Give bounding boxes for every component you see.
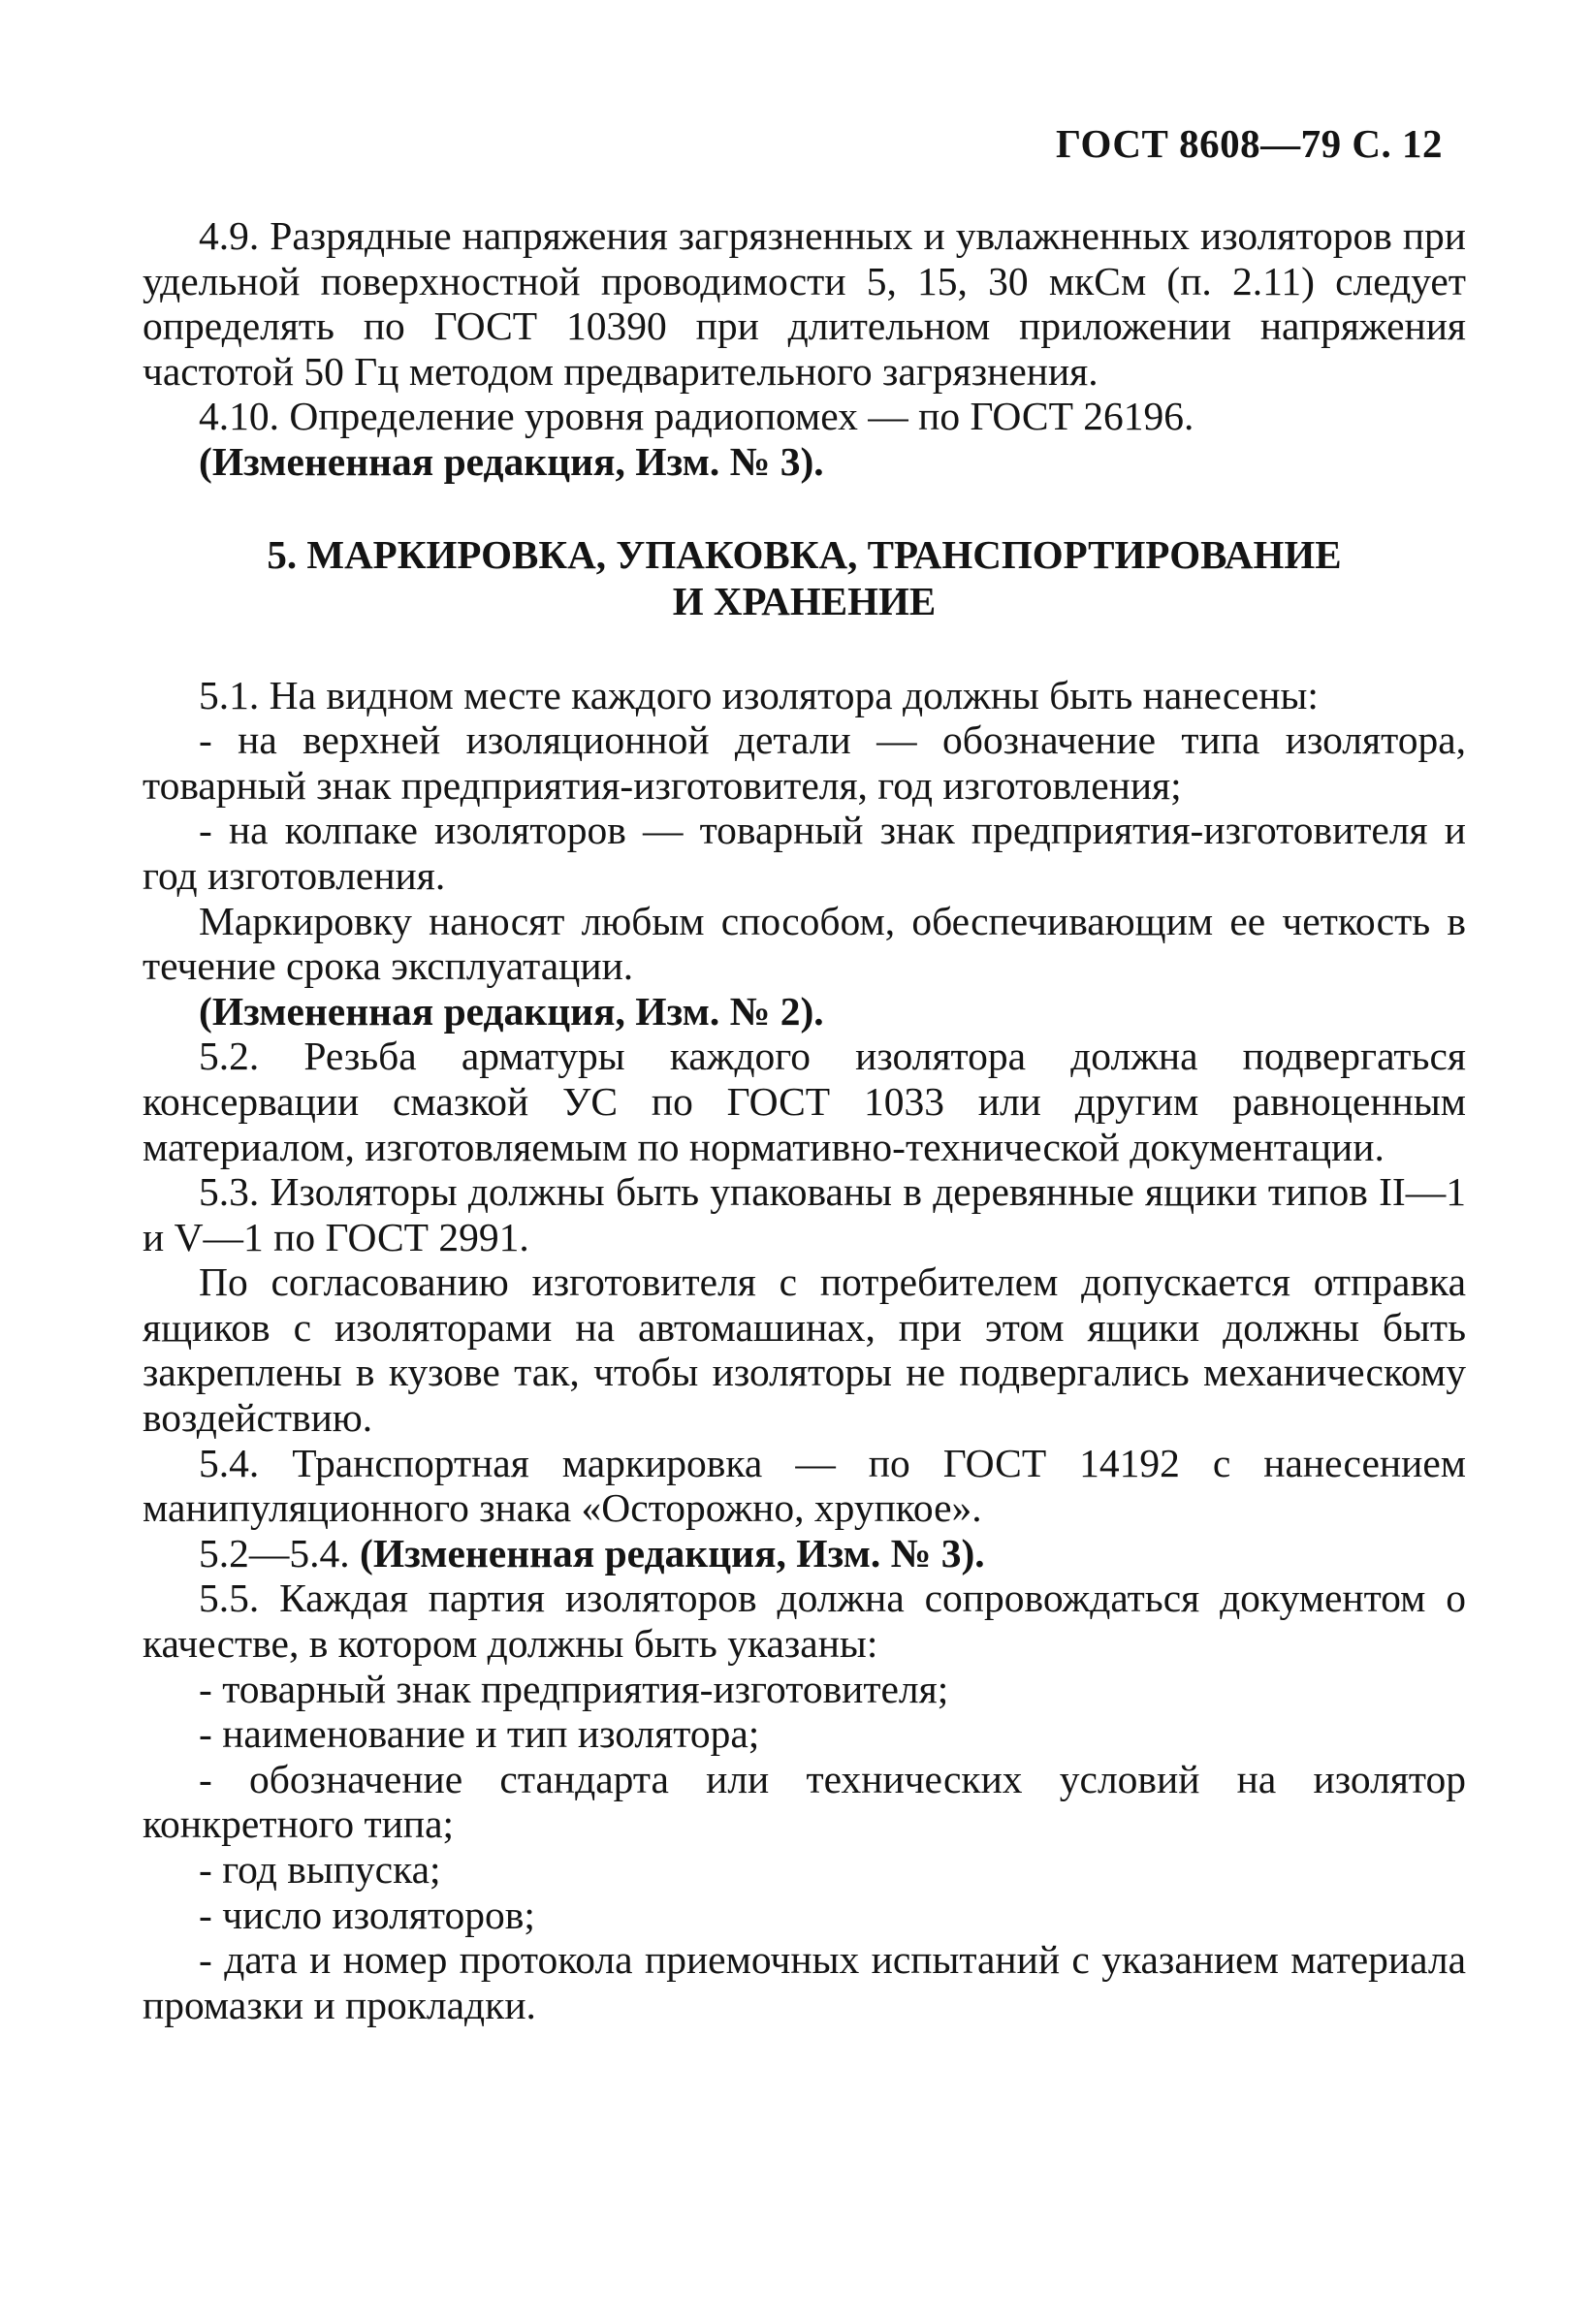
clause-5-1-item-b: - на колпаке изоляторов — товарный знак предприятия-изготовителя и год изготовления. (143, 808, 1466, 898)
page-header: ГОСТ 8608—79 С. 12 (1055, 121, 1443, 166)
amendment-note-3-text: (Измененная редакция, Изм. № 3). (360, 1530, 985, 1576)
clause-5-2: 5.2. Резьба арматуры каждого изолятора должна подвергаться консервации смазкой УС по ГОСТ 1033 или другим равноценным материалом, изготовляемым по нормативно-технической документации. (143, 1034, 1466, 1169)
document-body (143, 213, 1466, 2027)
amendment-note-3 (143, 1531, 1466, 1576)
clause-5-4: 5.4. Транспортная маркировка — по ГОСТ 14192 с нанесением манипуляционного знака «Осторожно, хрупкое». (143, 1440, 1466, 1531)
clause-5-3: 5.3. Изоляторы должны быть упакованы в деревянные ящики типов II—1 и V—1 по ГОСТ 2991. (143, 1169, 1466, 1259)
list-item: - наименование и тип изолятора; (199, 1711, 760, 1757)
list-item: - дата и номер протокола приемочных испытаний с указанием материала промазки и прокладки. (143, 1937, 1466, 2027)
list-item: - год выпуска; (199, 1847, 441, 1892)
section-title-line-2: И ХРАНЕНИЕ (672, 578, 937, 623)
amendment-note-2: (Измененная редакция, Изм. № 2). (199, 988, 824, 1034)
clause-5-1-note: Маркировку наносят любым способом, обеспечивающим ее четкость в течение срока эксплуатации. (143, 898, 1466, 989)
amendment-note-1: (Измененная редакция, Изм. № 3). (199, 438, 824, 484)
clause-4-10: 4.10. Определение уровня радиопомех — по ГОСТ 26196. (199, 394, 1194, 439)
clause-5-5: 5.5. Каждая партия изоляторов должна сопровождаться документом о качестве, в котором должны быть указаны: (143, 1576, 1466, 1667)
section-title-line-1: 5. МАРКИРОВКА, УПАКОВКА, ТРАНСПОРТИРОВАНИЕ (267, 531, 1342, 577)
clause-5-3-note: По согласованию изготовителя с потребителем допускается отправка ящиков с изоляторами на автомашинах, при этом ящики должны быть закреплены в кузове так, чтобы изоляторы не подвергались механическому воздействию. (143, 1259, 1466, 1441)
section-title (143, 531, 1466, 624)
list-item: - число изоляторов; (199, 1892, 535, 1937)
clause-5-1-item-a: - на верхней изоляционной детали — обозначение типа изолятора, товарный знак предприятия-изготовителя, год изготовления; (143, 717, 1466, 808)
clause-5-1: 5.1. На видном месте каждого изолятора должны быть нанесены: (199, 672, 1319, 717)
amendment-note-3-prefix: 5.2—5.4. (199, 1530, 360, 1576)
clause-4-9: 4.9. Разрядные напряжения загрязненных и увлажненных изоляторов при удельной поверхностной проводимости 5, 15, 30 мкСм (п. 2.11) следует определять по ГОСТ 10390 при длительном приложении напряжения частотой 50 Гц методом предварительного загрязнения. (143, 213, 1466, 394)
list-item: - обозначение стандарта или технических условий на изолятор конкретного типа; (143, 1756, 1466, 1847)
list-item: - товарный знак предприятия-изготовителя; (199, 1666, 949, 1711)
